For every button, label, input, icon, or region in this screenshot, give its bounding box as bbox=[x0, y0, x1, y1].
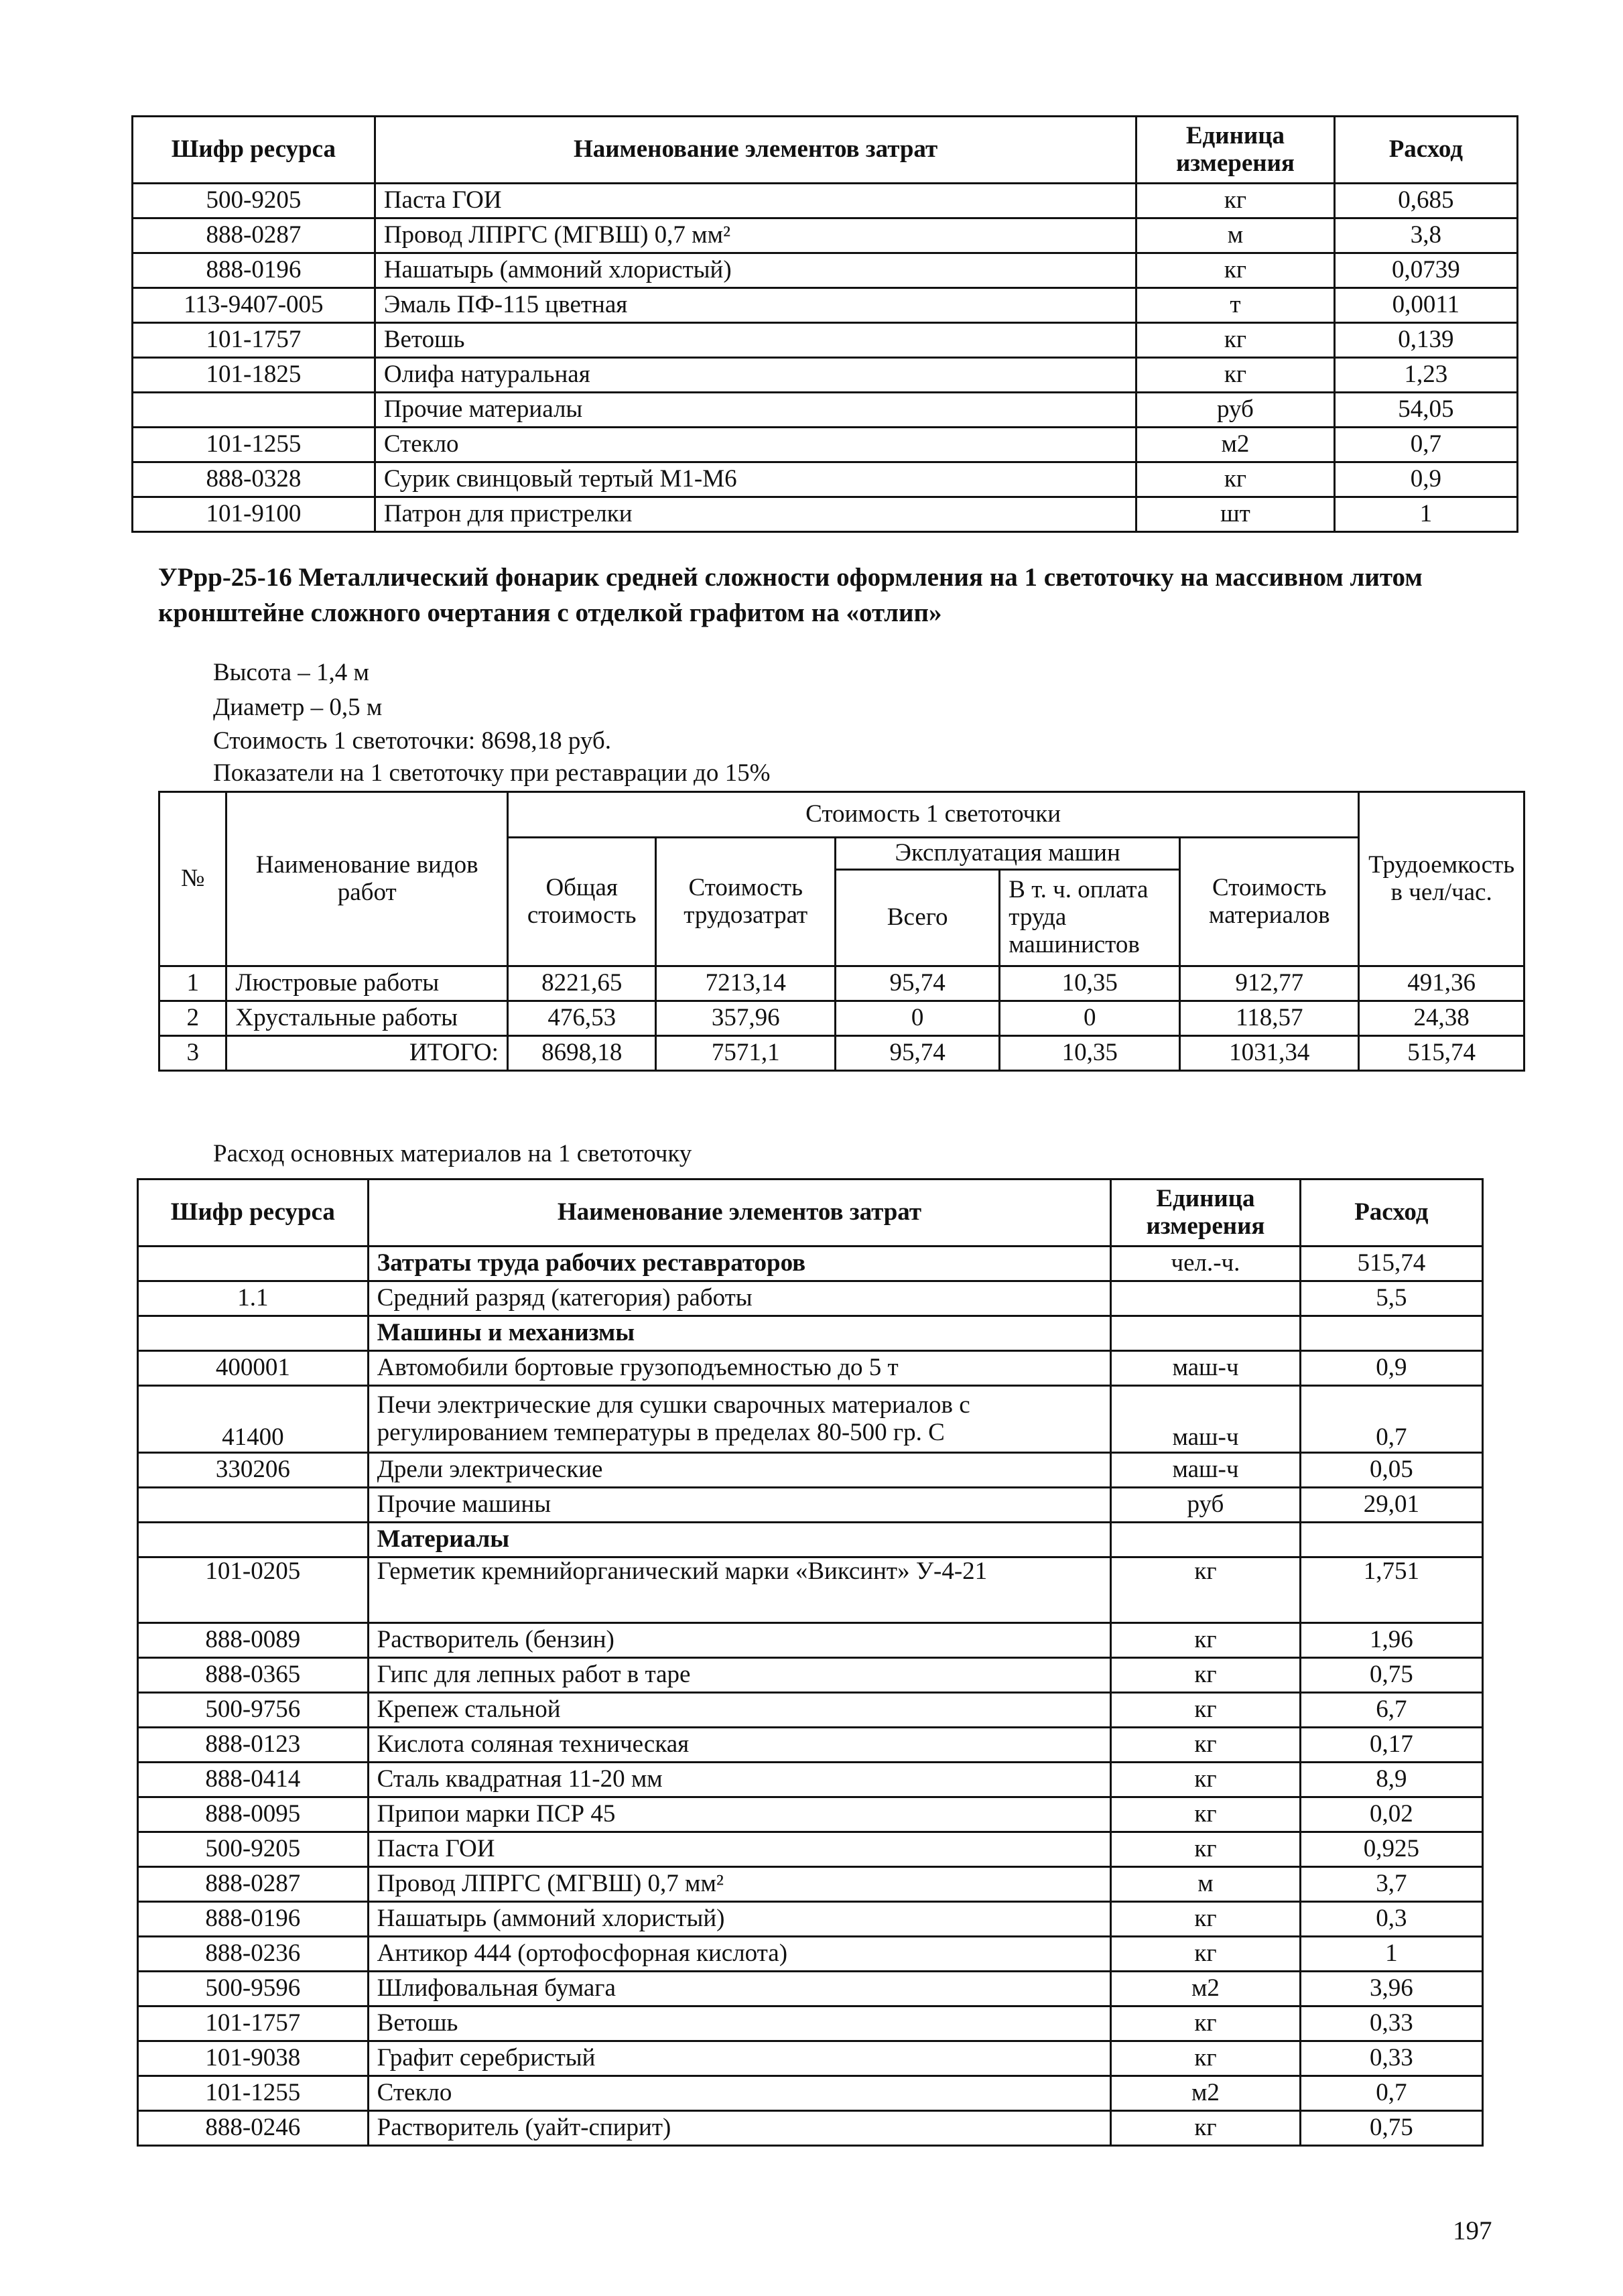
quantity: 0,05 bbox=[1300, 1453, 1482, 1488]
resource-code: 888-0287 bbox=[133, 218, 375, 253]
table-row bbox=[159, 966, 1524, 1001]
col-code-header: Шифр ресурса bbox=[133, 117, 375, 184]
unit bbox=[1111, 1523, 1300, 1557]
table-row bbox=[133, 323, 1518, 358]
table-row bbox=[133, 184, 1518, 218]
unit: кг bbox=[1111, 2041, 1300, 2076]
machines-wage: 10,35 bbox=[1000, 1036, 1180, 1071]
resource-code bbox=[138, 1523, 369, 1557]
quantity: 0,7 bbox=[1300, 1386, 1482, 1453]
cost-element-name: Графит серебристый bbox=[368, 2041, 1111, 2076]
machines-total: 0 bbox=[836, 1001, 1000, 1036]
quantity bbox=[1300, 1316, 1482, 1351]
unit: маш-ч bbox=[1111, 1453, 1300, 1488]
quantity: 54,05 bbox=[1334, 393, 1517, 428]
unit: м bbox=[1111, 1867, 1300, 1902]
work-type: Хрустальные работы bbox=[226, 1001, 507, 1036]
table-row bbox=[138, 1247, 1483, 1281]
resource-code: 500-9205 bbox=[138, 1832, 369, 1867]
machines-group-header: Эксплуатация машин bbox=[836, 838, 1180, 870]
quantity: 3,96 bbox=[1300, 1972, 1482, 2006]
table-row bbox=[133, 428, 1518, 462]
col-total-header: Общая стоимость bbox=[507, 838, 656, 966]
unit: м2 bbox=[1111, 2076, 1300, 2111]
col-materials-header: Стоимость материалов bbox=[1180, 838, 1359, 966]
resource-code: 500-9205 bbox=[133, 184, 375, 218]
quantity: 1,751 bbox=[1300, 1557, 1482, 1623]
page-number: 197 bbox=[1453, 2216, 1492, 2245]
quantity: 0,75 bbox=[1300, 1658, 1482, 1693]
col-qty-header: Расход bbox=[1334, 117, 1517, 184]
cost-element-name: Паста ГОИ bbox=[368, 1832, 1111, 1867]
cost-element-name: Олифа натуральная bbox=[375, 358, 1136, 393]
resource-code: 1.1 bbox=[138, 1281, 369, 1316]
quantity: 0,685 bbox=[1334, 184, 1517, 218]
table-row bbox=[138, 1316, 1483, 1351]
table-row bbox=[133, 497, 1518, 532]
unit: маш-ч bbox=[1111, 1386, 1300, 1453]
cost-text: Стоимость 1 светоточки: 8698,18 руб. bbox=[213, 727, 612, 755]
unit: кг bbox=[1137, 462, 1334, 497]
resource-code: 888-0123 bbox=[138, 1728, 369, 1763]
table-row bbox=[159, 1001, 1524, 1036]
cost-element-name: Крепеж стальной bbox=[368, 1693, 1111, 1728]
cost-element-name: Ветошь bbox=[368, 2006, 1111, 2041]
unit: кг bbox=[1111, 1763, 1300, 1797]
unit: кг bbox=[1137, 323, 1334, 358]
unit: кг bbox=[1111, 1693, 1300, 1728]
col-machines-all-header: Всего bbox=[836, 870, 1000, 966]
quantity: 0,02 bbox=[1300, 1797, 1482, 1832]
unit: кг bbox=[1137, 358, 1334, 393]
materials-caption: Расход основных материалов на 1 светоточку bbox=[213, 1140, 692, 1167]
height-text: Высота – 1,4 м bbox=[213, 659, 369, 686]
resource-code: 101-1825 bbox=[133, 358, 375, 393]
table-row bbox=[133, 218, 1518, 253]
section-title: УРрр-25-16 Металлический фонарик средней сложности оформления на 1 светоточку на массивном литом кронштейне сложного очертания с отделкой графитом на «отлип» bbox=[158, 563, 1423, 627]
materials-table-top bbox=[131, 115, 1518, 533]
resource-code: 888-0328 bbox=[133, 462, 375, 497]
quantity: 1,23 bbox=[1334, 358, 1517, 393]
quantity: 0,7 bbox=[1334, 428, 1517, 462]
cost-element-name: Материалы bbox=[368, 1523, 1111, 1557]
resource-code: 888-0196 bbox=[138, 1902, 369, 1937]
table-row bbox=[138, 2006, 1483, 2041]
unit: кг bbox=[1111, 1832, 1300, 1867]
table-row bbox=[138, 2111, 1483, 2146]
unit: кг bbox=[1137, 253, 1334, 288]
col-machines-wage-header: В т. ч. оплата труда машинистов bbox=[1000, 870, 1180, 966]
col-work-header: Наименование видов работ bbox=[226, 792, 507, 966]
resource-code: 500-9756 bbox=[138, 1693, 369, 1728]
unit: кг bbox=[1111, 1902, 1300, 1937]
cost-element-name: Эмаль ПФ-115 цветная bbox=[375, 288, 1136, 323]
cost-element-name: Гипс для лепных работ в таре bbox=[368, 1658, 1111, 1693]
resource-code: 41400 bbox=[138, 1386, 369, 1453]
unit: шт bbox=[1137, 497, 1334, 532]
cost-table-body bbox=[159, 966, 1524, 1071]
cost-element-name: Паста ГОИ bbox=[375, 184, 1136, 218]
resource-code: 400001 bbox=[138, 1351, 369, 1386]
col-qty-header: Расход bbox=[1300, 1179, 1482, 1247]
resource-code: 101-1255 bbox=[138, 2076, 369, 2111]
cost-element-name: Нашатырь (аммоний хлористый) bbox=[368, 1902, 1111, 1937]
unit: маш-ч bbox=[1111, 1351, 1300, 1386]
table-row bbox=[138, 1797, 1483, 1832]
cost-element-name: Прочие материалы bbox=[375, 393, 1136, 428]
resource-code: 101-9100 bbox=[133, 497, 375, 532]
table-row bbox=[138, 1728, 1483, 1763]
cost-element-name: Печи электрические для сушки сварочных материалов с регулированием температуры в пределах 80-500 гр. С bbox=[368, 1386, 1111, 1453]
table-row bbox=[138, 1488, 1483, 1523]
labor-hours: 491,36 bbox=[1359, 966, 1524, 1001]
cost-element-name: Прочие машины bbox=[368, 1488, 1111, 1523]
table-row bbox=[133, 462, 1518, 497]
unit bbox=[1111, 1281, 1300, 1316]
cost-element-name: Герметик кремнийорганический марки «Виксинт» У-4-21 bbox=[368, 1557, 1111, 1623]
quantity: 0,33 bbox=[1300, 2041, 1482, 2076]
unit: м2 bbox=[1137, 428, 1334, 462]
table-row bbox=[138, 1902, 1483, 1937]
cost-table bbox=[158, 791, 1525, 1072]
quantity: 5,5 bbox=[1300, 1281, 1482, 1316]
row-number: 3 bbox=[159, 1036, 226, 1071]
cost-element-name: Ветошь bbox=[375, 323, 1136, 358]
col-hours-header: Трудоемкость в чел/час. bbox=[1359, 792, 1524, 966]
quantity: 29,01 bbox=[1300, 1488, 1482, 1523]
quantity: 6,7 bbox=[1300, 1693, 1482, 1728]
resource-code: 101-1757 bbox=[133, 323, 375, 358]
table-row bbox=[138, 1658, 1483, 1693]
table-row bbox=[133, 393, 1518, 428]
cost-element-name: Затраты труда рабочих реставраторов bbox=[368, 1247, 1111, 1281]
table-row bbox=[159, 1036, 1524, 1071]
row-number: 1 bbox=[159, 966, 226, 1001]
labor-cost: 7213,14 bbox=[656, 966, 836, 1001]
cost-element-name: Растворитель (бензин) bbox=[368, 1623, 1111, 1658]
resource-code bbox=[133, 393, 375, 428]
resource-code: 101-1255 bbox=[133, 428, 375, 462]
unit: кг bbox=[1111, 1623, 1300, 1658]
cost-element-name: Растворитель (уайт-спирит) bbox=[368, 2111, 1111, 2146]
machines-total: 95,74 bbox=[836, 1036, 1000, 1071]
work-type: Люстровые работы bbox=[226, 966, 507, 1001]
table-row bbox=[138, 1693, 1483, 1728]
resource-code bbox=[138, 1316, 369, 1351]
quantity: 3,7 bbox=[1300, 1867, 1482, 1902]
labor-hours: 515,74 bbox=[1359, 1036, 1524, 1071]
resource-code: 113-9407-005 bbox=[133, 288, 375, 323]
quantity: 1,96 bbox=[1300, 1623, 1482, 1658]
resource-code: 888-0365 bbox=[138, 1658, 369, 1693]
resource-code: 888-0095 bbox=[138, 1797, 369, 1832]
cost-element-name: Дрели электрические bbox=[368, 1453, 1111, 1488]
col-num-header: № bbox=[159, 792, 226, 966]
quantity: 0,139 bbox=[1334, 323, 1517, 358]
resource-code: 888-0287 bbox=[138, 1867, 369, 1902]
quantity: 0,3 bbox=[1300, 1902, 1482, 1937]
cost-element-name: Патрон для пристрелки bbox=[375, 497, 1136, 532]
quantity: 1 bbox=[1334, 497, 1517, 532]
col-code-header: Шифр ресурса bbox=[138, 1179, 369, 1247]
resource-code: 888-0236 bbox=[138, 1937, 369, 1972]
labor-cost: 7571,1 bbox=[656, 1036, 836, 1071]
table-row bbox=[138, 1523, 1483, 1557]
machines-wage: 0 bbox=[1000, 1001, 1180, 1036]
resource-code: 101-9038 bbox=[138, 2041, 369, 2076]
cost-element-name: Шлифовальная бумага bbox=[368, 1972, 1111, 2006]
resource-code: 888-0246 bbox=[138, 2111, 369, 2146]
col-labor-header: Стоимость трудозатрат bbox=[656, 838, 836, 966]
table-row bbox=[138, 1281, 1483, 1316]
quantity: 0,0739 bbox=[1334, 253, 1517, 288]
resource-code: 888-0089 bbox=[138, 1623, 369, 1658]
unit: кг bbox=[1111, 2006, 1300, 2041]
table-row bbox=[138, 1832, 1483, 1867]
resource-code: 500-9596 bbox=[138, 1972, 369, 2006]
materials-table-bottom-body bbox=[138, 1247, 1483, 2146]
resource-code: 330206 bbox=[138, 1453, 369, 1488]
labor-cost: 357,96 bbox=[656, 1001, 836, 1036]
unit: кг bbox=[1111, 1557, 1300, 1623]
quantity: 0,33 bbox=[1300, 2006, 1482, 2041]
table-row bbox=[133, 358, 1518, 393]
cost-element-name: Кислота соляная техническая bbox=[368, 1728, 1111, 1763]
table-row bbox=[138, 2041, 1483, 2076]
unit: м2 bbox=[1111, 1972, 1300, 2006]
unit: чел.-ч. bbox=[1111, 1247, 1300, 1281]
unit: кг bbox=[1111, 1658, 1300, 1693]
cost-element-name: Провод ЛПРГС (МГВШ) 0,7 мм² bbox=[375, 218, 1136, 253]
resource-code: 101-1757 bbox=[138, 2006, 369, 2041]
unit: кг bbox=[1111, 1797, 1300, 1832]
quantity: 0,0011 bbox=[1334, 288, 1517, 323]
unit: руб bbox=[1111, 1488, 1300, 1523]
resource-code: 101-0205 bbox=[138, 1557, 369, 1623]
cost-element-name: Средний разряд (категория) работы bbox=[368, 1281, 1111, 1316]
resource-code: 888-0196 bbox=[133, 253, 375, 288]
unit: кг bbox=[1111, 1937, 1300, 1972]
table-row bbox=[138, 1386, 1483, 1453]
col-unit-header: Единица измерения bbox=[1111, 1179, 1300, 1247]
total-cost: 8221,65 bbox=[507, 966, 656, 1001]
quantity bbox=[1300, 1523, 1482, 1557]
table-row bbox=[138, 1557, 1483, 1623]
materials-cost: 912,77 bbox=[1180, 966, 1359, 1001]
unit: кг bbox=[1111, 1728, 1300, 1763]
materials-cost: 118,57 bbox=[1180, 1001, 1359, 1036]
unit: кг bbox=[1111, 2111, 1300, 2146]
table-row bbox=[138, 1972, 1483, 2006]
cost-element-name: Сурик свинцовый тертый М1-М6 bbox=[375, 462, 1136, 497]
labor-hours: 24,38 bbox=[1359, 1001, 1524, 1036]
diameter-text: Диаметр – 0,5 м bbox=[213, 694, 383, 721]
materials-table-top-body bbox=[133, 184, 1518, 532]
quantity: 0,75 bbox=[1300, 2111, 1482, 2146]
table-row bbox=[138, 1453, 1483, 1488]
unit: кг bbox=[1137, 184, 1334, 218]
quantity: 0,9 bbox=[1334, 462, 1517, 497]
table-row bbox=[133, 253, 1518, 288]
col-name-header: Наименование элементов затрат bbox=[368, 1179, 1111, 1247]
unit: м bbox=[1137, 218, 1334, 253]
table-row bbox=[138, 1623, 1483, 1658]
col-name-header: Наименование элементов затрат bbox=[375, 117, 1136, 184]
cost-element-name: Припои марки ПСР 45 bbox=[368, 1797, 1111, 1832]
resource-code bbox=[138, 1247, 369, 1281]
table-row bbox=[133, 288, 1518, 323]
cost-element-name: Сталь квадратная 11-20 мм bbox=[368, 1763, 1111, 1797]
cost-element-name: Машины и механизмы bbox=[368, 1316, 1111, 1351]
quantity: 0,925 bbox=[1300, 1832, 1482, 1867]
materials-cost: 1031,34 bbox=[1180, 1036, 1359, 1071]
machines-total: 95,74 bbox=[836, 966, 1000, 1001]
total-cost: 8698,18 bbox=[507, 1036, 656, 1071]
quantity: 0,17 bbox=[1300, 1728, 1482, 1763]
row-number: 2 bbox=[159, 1001, 226, 1036]
cost-element-name: Стекло bbox=[368, 2076, 1111, 2111]
unit bbox=[1111, 1316, 1300, 1351]
quantity: 1 bbox=[1300, 1937, 1482, 1972]
quantity: 515,74 bbox=[1300, 1247, 1482, 1281]
table-row bbox=[138, 1351, 1483, 1386]
indicators-text: Показатели на 1 светоточку при реставрации до 15% bbox=[213, 759, 771, 787]
unit: т bbox=[1137, 288, 1334, 323]
cost-element-name: Стекло bbox=[375, 428, 1136, 462]
cost-element-name: Нашатырь (аммоний хлористый) bbox=[375, 253, 1136, 288]
table-row bbox=[138, 1937, 1483, 1972]
table-row bbox=[138, 1867, 1483, 1902]
col-unit-header: Единица измерения bbox=[1137, 117, 1334, 184]
table-row bbox=[138, 2076, 1483, 2111]
cost-element-name: Автомобили бортовые грузоподъемностью до 5 т bbox=[368, 1351, 1111, 1386]
table-row bbox=[138, 1763, 1483, 1797]
quantity: 0,7 bbox=[1300, 2076, 1482, 2111]
cost-element-name: Провод ЛПРГС (МГВШ) 0,7 мм² bbox=[368, 1867, 1111, 1902]
machines-wage: 10,35 bbox=[1000, 966, 1180, 1001]
work-type: ИТОГО: bbox=[226, 1036, 507, 1071]
quantity: 8,9 bbox=[1300, 1763, 1482, 1797]
cost-element-name: Антикор 444 (ортофосфорная кислота) bbox=[368, 1937, 1111, 1972]
materials-table-bottom bbox=[137, 1178, 1484, 2147]
unit: руб bbox=[1137, 393, 1334, 428]
total-cost: 476,53 bbox=[507, 1001, 656, 1036]
quantity: 0,9 bbox=[1300, 1351, 1482, 1386]
quantity: 3,8 bbox=[1334, 218, 1517, 253]
cost-group-header: Стоимость 1 светоточки bbox=[507, 792, 1358, 838]
resource-code: 888-0414 bbox=[138, 1763, 369, 1797]
resource-code bbox=[138, 1488, 369, 1523]
